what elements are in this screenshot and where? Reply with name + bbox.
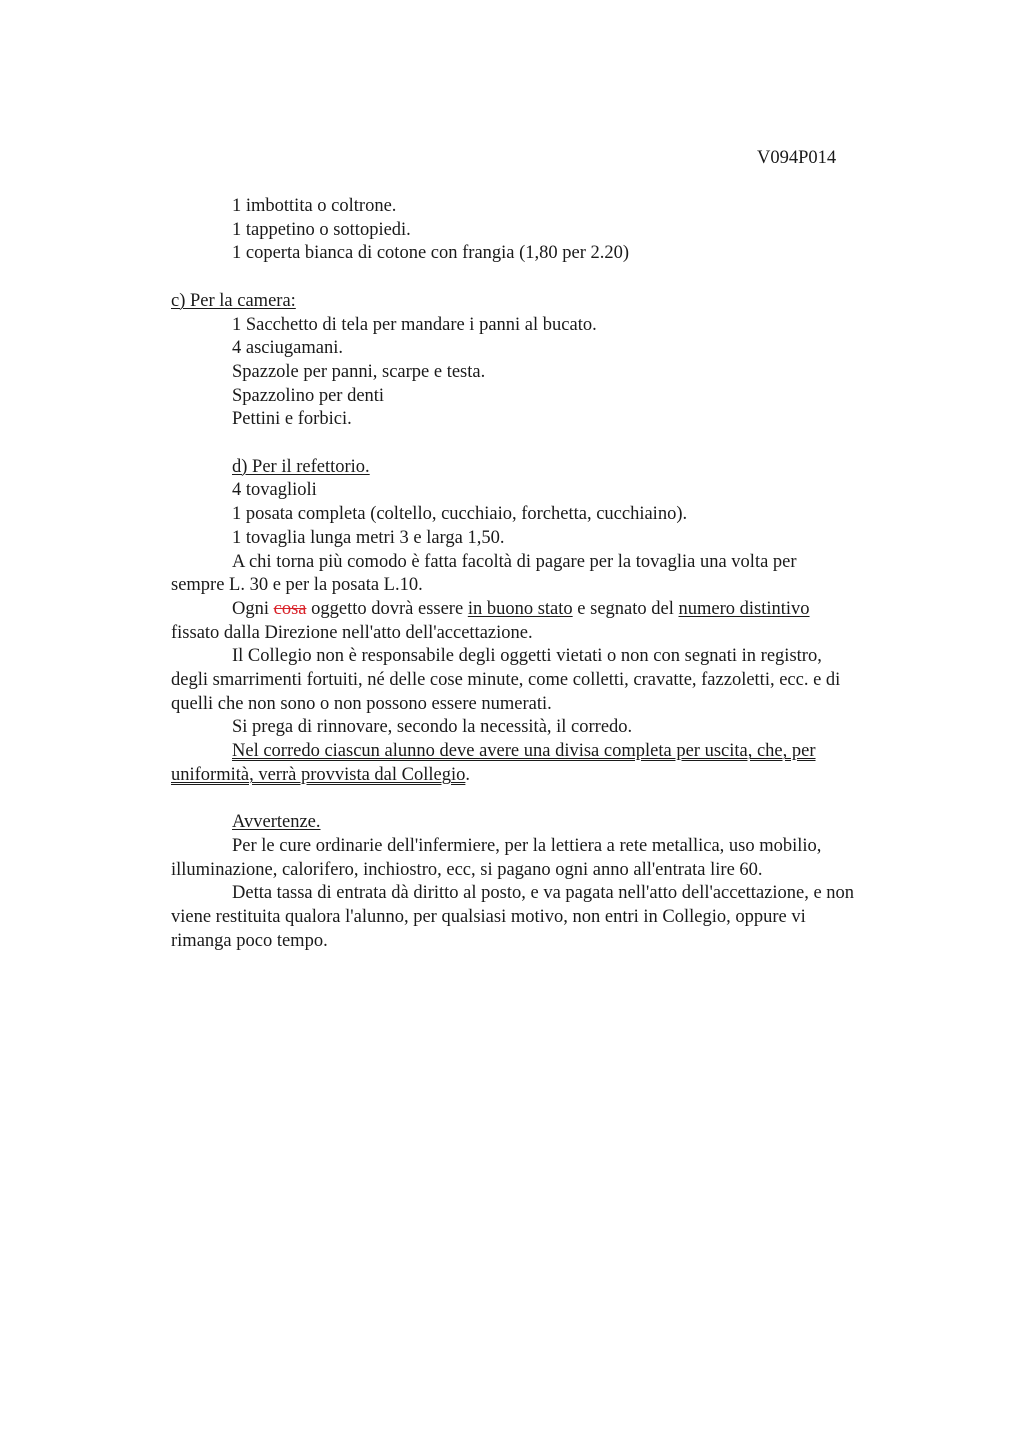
deleted-word: cosa: [273, 598, 307, 619]
paragraph-line: degli smarrimenti fortuiti, né delle cose minute, come colletti, cravatte, fazzoletti, ecc. e di: [171, 670, 841, 691]
section-c-heading-text: c) Per la camera:: [171, 290, 296, 311]
paragraph-line: quelli che non sono o non possono essere numerati.: [171, 693, 552, 714]
ogni-paragraph-line: [171, 598, 931, 622]
paragraph-line: fissato dalla Direzione nell'atto dell'accettazione.: [171, 622, 533, 643]
list-item: Spazzolino per denti: [232, 385, 385, 406]
paragraph-line: rimanga poco tempo.: [171, 930, 328, 951]
list-item: 1 coperta bianca di cotone con frangia (1,80 per 2.20): [232, 243, 630, 264]
paragraph-line: Detta tassa di entrata dà diritto al posto, e va pagata nell'atto dell'accettazione, e non: [232, 883, 855, 904]
paragraph-line: illuminazione, calorifero, inchiostro, ecc, si pagano ogni anno all'entrata lire 60.: [171, 859, 763, 880]
text-fragment: e segnato del: [572, 598, 679, 619]
underlined-phrase: numero distintivo: [678, 598, 810, 619]
list-item: 1 tovaglia lunga metri 3 e larga 1,50.: [232, 527, 505, 548]
paragraph-line: A chi torna più comodo è fatta facoltà di pagare per la tovaglia una volta per: [232, 551, 797, 572]
document-body: [171, 195, 931, 953]
section-d-heading-text: d) Per il refettorio.: [232, 456, 370, 477]
text-fragment: oggetto dovrà essere: [306, 598, 468, 619]
document-code: V094P014: [757, 148, 837, 168]
text-fragment: Ogni: [232, 598, 274, 619]
double-underlined-phrase: Nel corredo ciascun alunno deve avere una divisa completa per uscita, che, per: [232, 741, 816, 762]
paragraph-line: Il Collegio non è responsabile degli oggetti vietati o non con segnati in registro,: [232, 646, 822, 667]
list-item: 1 tappetino o sottopiedi.: [232, 219, 411, 240]
paragraph-line: Si prega di rinnovare, secondo la necessità, il corredo.: [232, 717, 633, 738]
section-c-heading: [171, 290, 931, 314]
paragraph-line: Per le cure ordinarie dell'infermiere, per la lettiera a rete metallica, uso mobilio,: [232, 835, 822, 856]
blank-line: [171, 788, 931, 812]
list-item: Spazzole per panni, scarpe e testa.: [232, 361, 486, 382]
list-item: 4 tovaglioli: [232, 480, 317, 501]
list-item: Pettini e forbici.: [232, 409, 352, 430]
divisa-paragraph-line: [171, 764, 931, 788]
underlined-phrase: in buono stato: [467, 598, 573, 619]
double-underlined-phrase: uniformità, verrà provvista dal Collegio: [171, 764, 466, 785]
list-item: 1 Sacchetto di tela per mandare i panni al bucato.: [232, 314, 597, 335]
avvertenze-heading: [171, 811, 931, 835]
divisa-paragraph-line: [171, 740, 931, 764]
section-d-heading: [171, 456, 931, 480]
list-item: 1 posata completa (coltello, cucchiaio, forchetta, cucchiaino).: [232, 504, 688, 525]
list-item: 4 asciugamani.: [232, 338, 343, 359]
paragraph-line: viene restituita qualora l'alunno, per qualsiasi motivo, non entri in Collegio, oppure vi: [171, 907, 806, 928]
list-item: 1 imbottita o coltrone.: [232, 196, 397, 216]
text-fragment: .: [465, 764, 471, 785]
blank-line: [171, 432, 931, 456]
avvertenze-heading-text: Avvertenze.: [232, 812, 321, 833]
paragraph-line: sempre L. 30 e per la posata L.10.: [171, 575, 423, 596]
blank-line: [171, 266, 931, 290]
